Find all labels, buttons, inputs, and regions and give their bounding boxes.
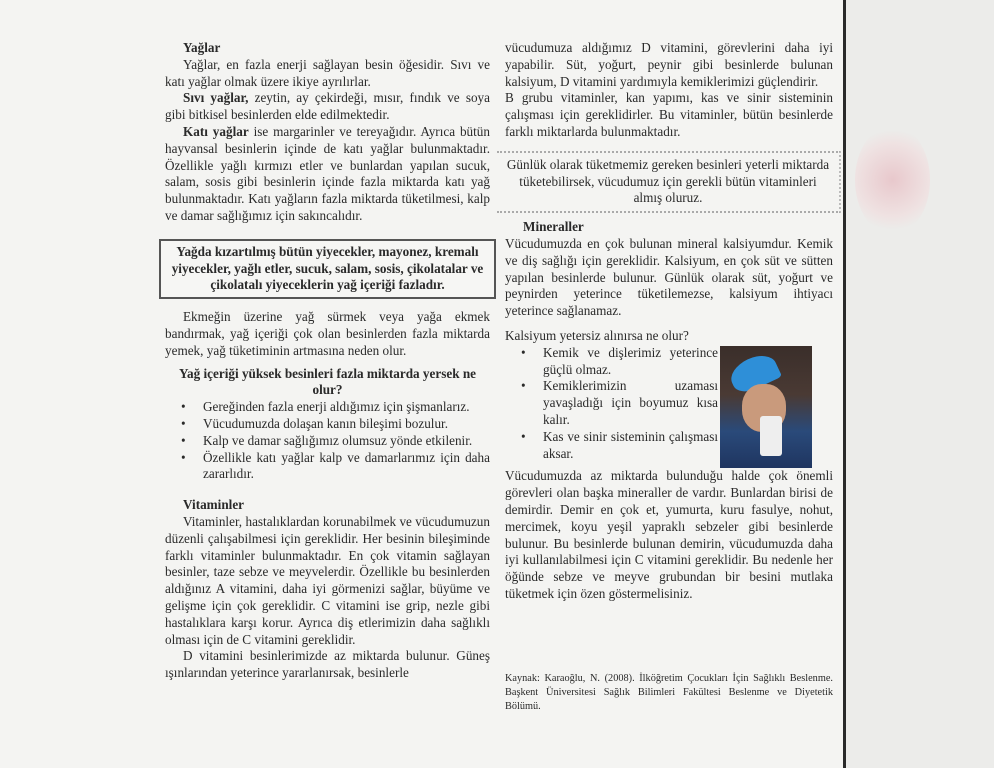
list-item: • Kas ve sinir sisteminin çalışması aksar. bbox=[543, 429, 718, 463]
list-item: • Kalp ve damar sağlığımız olumsuz yönde etkilenir. bbox=[203, 433, 490, 450]
list-item: • Gereğinden fazla enerji aldığımız için şişmanlarız. bbox=[203, 399, 490, 416]
paragraph: Ekmeğin üzerine yağ sürmek veya yağa ekmek bandırmak, yağ içeriği çok olan besinlerden fazla miktarda yemek, yağ tüketiminin artmasına neden olur. bbox=[165, 309, 490, 358]
section-title-yaglar: Yağlar bbox=[183, 40, 221, 55]
section-title-vitaminler: Vitaminler bbox=[183, 497, 245, 513]
milk-glass bbox=[760, 416, 782, 456]
list-item: • Kemiklerimizin uzaması yavaşladığı için boyumuz kısa kalır. bbox=[543, 378, 718, 428]
paragraph: vücudumuza aldığımız D vitamini, görevlerini daha iyi yapabilir. Süt, yoğurt, peynir gibi besinlerde bulunan kalsiyum, D vitamini yardımıyla kemiklerimizi güçlendirir. bbox=[505, 40, 833, 89]
list-item: • Vücudumuzda dolaşan kanın bileşimi bozulur. bbox=[203, 416, 490, 433]
left-column bbox=[165, 40, 490, 682]
info-box: Günlük olarak tüketmemiz gereken besinleri yeterli miktarda tüketebilirsek, vücudumuz için gerekli bütün vitaminleri almış oluruz. bbox=[497, 151, 841, 213]
section-title-mineraller: Mineraller bbox=[523, 219, 584, 235]
paragraph: B grubu vitaminler, kan yapımı, kas ve sinir sisteminin çalışması için gereklidirler. Bu vitaminler, bütün besinlerde farklı miktarlarda bulunmaktadır. bbox=[505, 90, 833, 139]
right-column bbox=[505, 40, 833, 603]
question: Kalsiyum yetersiz alınırsa ne olur? bbox=[505, 327, 689, 343]
question-heading: Yağ içeriği yüksek besinleri fazla miktarda yersek ne olur? bbox=[178, 365, 477, 398]
paragraph: D vitamini besinlerimizde az miktarda bulunur. Güneş ışınlarından yeterince yararlanırsak, besinlerle bbox=[165, 648, 490, 681]
calcium-section bbox=[505, 328, 833, 462]
list-item: • Kemik ve dişlerimiz yeterince güçlü olmaz. bbox=[543, 345, 718, 379]
text: ise margarinler ve tereyağıdır. Ayrıca bütün hayvansal besinlerin içinde de katı yağlar bulunmaktadır. Özellikle yağlı kırmızı etler ve bunlardan yapılan sucuk, salam, sosis gibi besinlerin içinde fazla miktarda katı yağ bulunmaktadır. Katı yağların fazla miktarda tüketilmesi, kalp ve damar sağlığımız için sakıncalıdır. bbox=[165, 123, 490, 223]
paragraph bbox=[165, 124, 490, 225]
bleed-through-image bbox=[855, 125, 930, 235]
paragraph bbox=[165, 90, 490, 124]
list-item: • Özellikle katı yağlar kalp ve damarlarımız için daha zararlıdır. bbox=[203, 450, 490, 484]
term: Katı yağlar bbox=[183, 123, 249, 139]
adjacent-page-strip bbox=[843, 0, 994, 768]
bullet-list bbox=[505, 345, 718, 463]
term: Sıvı yağlar, bbox=[183, 90, 249, 106]
paragraph: Yağlar, en fazla enerji sağlayan besin öğesidir. Sıvı ve katı yağlar olmak üzere ikiye ayrılırlar. bbox=[165, 56, 490, 89]
bullet-list bbox=[165, 399, 490, 483]
paragraph: Vücudumuzda az miktarda bulunduğu halde çok önemli görevleri olan başka mineraller de vardır. Bunlardan birisi de demirdir. Demir en çok et, yumurta, kuru fasulye, nohut, mercimek, koyu yeşil yapraklı sebzeler gibi besinlerde bulunur. Bu besinlerde bulunan demirin, vücudumuzda daha iyi kullanılabilmesi için C vitamini gereklidir. Bu nedenle her öğünde sebze ve meyve grubundan bir besini mutlaka tüketmek için özen göstermelisiniz. bbox=[505, 468, 833, 601]
highlight-box: Yağda kızartılmış bütün yiyecekler, mayonez, kremalı yiyecekler, yağlı etler, sucuk, salam, sosis, çikolatalar ve çikolatalı yiyeceklerin yağ içeriği fazladır. bbox=[159, 239, 496, 299]
paragraph: Vitaminler, hastalıklardan korunabilmek ve vücudumuzun düzenli çalışabilmesi için gereklidir. Her besinin bileşiminde farklı vitaminler bulunmaktadır. En çok vitamin sağlayan besinler, taze sebze ve meyvelerdir. Özellikle bu besinlerden aldığınız A vitamini, daha iyi görmenizi sağlar, büyüme ve gelişme için çok gereklidir. C vitamini ise grip, nezle gibi hastalıklara karşı korur. Ayrıca diş etlerimizin daha sağlıklı olması için de C vitamini gereklidir. bbox=[165, 513, 490, 647]
text: zeytin, ay çekirdeği, mısır, fındık ve soya gibi bitkisel besinlerden elde edilmektedir. bbox=[165, 90, 491, 123]
child-drinking-milk-photo bbox=[720, 346, 812, 468]
paragraph: Vücudumuzda en çok bulunan mineral kalsiyumdur. Kemik ve diş sağlığı için gereklidir. Kalsiyum, en çok süt ve sütten yapılan besinlerde bulunur. Günlük olarak süt, yoğurt ve peynirden yeterince tüketilemezse, kalsiyum ihtiyacı yeterince sağlanamaz. bbox=[505, 235, 833, 319]
source-citation: Kaynak: Karaoğlu, N. (2008). İlköğretim Çocukları İçin Sağlıklı Beslenme. Başkent Üniversitesi Sağlık Bilimleri Fakültesi Beslenme ve Diyetetik Bölümü. bbox=[505, 673, 833, 712]
